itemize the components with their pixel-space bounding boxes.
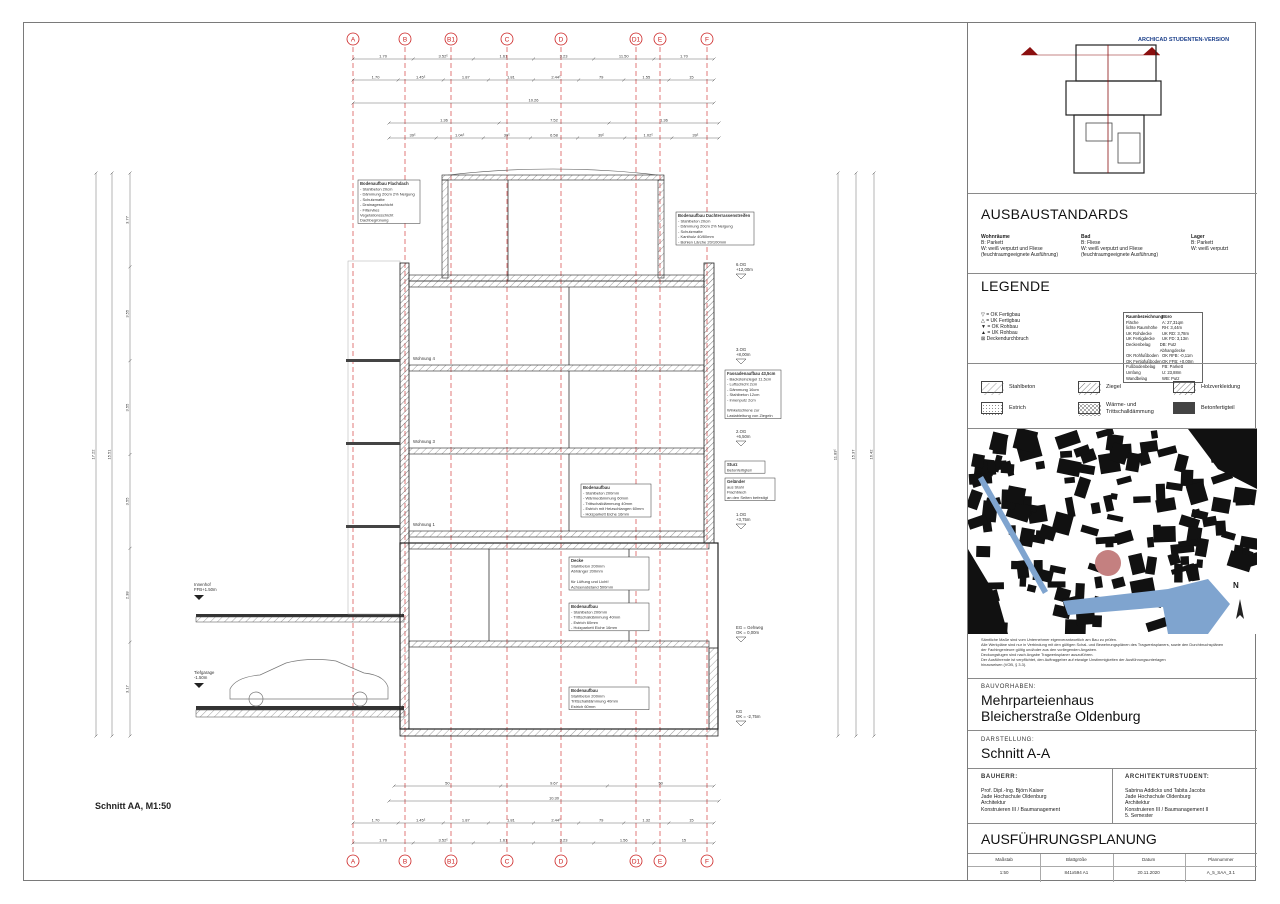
level-value: OK = 0,00m — [736, 630, 760, 635]
bauherr-line: Architektur — [981, 800, 1006, 807]
dim-text: 1.70 — [680, 53, 688, 59]
bauherr-line: Prof. Dipl.-Ing. Björn Kaiser — [981, 788, 1044, 794]
ausbau-col-lager — [1191, 234, 1228, 252]
material-betonfertigteil-swatch — [1173, 402, 1195, 414]
hatch-icon — [982, 383, 1004, 395]
materials-section — [968, 363, 1257, 428]
plan-table-head: Maßstab — [995, 857, 1013, 862]
dim-text: 3.55 — [124, 497, 130, 506]
room-stamp-cell: Umfang — [1126, 369, 1141, 375]
axis-label: D1 — [631, 858, 641, 866]
axis-label: A — [350, 858, 356, 866]
project-caption: BAUVORHABEN: — [981, 684, 1036, 690]
map-building-block — [1133, 496, 1151, 503]
note-line: - Kanthulz 40/80mm — [678, 234, 714, 240]
room-stamp-cell: UK RD: 3,78m — [1162, 330, 1189, 336]
dim-text: 79 — [598, 74, 604, 80]
plan-table-value: 20.11.2020 — [1137, 870, 1160, 875]
dim-text: 2.44⁵ — [551, 817, 561, 823]
level-label: 6.OG — [736, 262, 747, 267]
note-line: Dachbegrünung — [360, 217, 389, 223]
room-stamp-cell: Fläche — [1126, 319, 1139, 325]
legend-symbols — [981, 312, 1029, 342]
map-building-block — [1060, 451, 1072, 458]
note-line: - Bohlen Lärche 20/100mm — [678, 239, 727, 245]
legend-symbol-label: = OK Fertigbau — [986, 312, 1021, 318]
ausbau-line: B: Fliese — [1081, 240, 1101, 246]
room-stamp-row — [1126, 342, 1200, 353]
outdoor-level-value: FFB+1.50m — [194, 587, 217, 592]
site-marker-icon — [1095, 550, 1121, 576]
dim-text: 39⁵ — [692, 132, 699, 138]
dim-text: 39⁵ — [503, 132, 510, 138]
level-marker-icon — [736, 524, 746, 529]
student-line: Jade Hochschule Oldenburg — [1125, 794, 1191, 801]
triangle-filled-down-icon: ▼ — [981, 324, 986, 330]
room-stamp-cell: FB: Parkett — [1162, 364, 1183, 370]
ausbau-head: Wohnräume — [981, 234, 1010, 240]
dim-text: 50 — [445, 780, 450, 786]
map-building-block — [1035, 461, 1045, 470]
axis-label: A — [350, 36, 356, 44]
dim-text: 16.42 — [868, 449, 874, 460]
map-building-block — [1001, 464, 1015, 474]
room-stamp-cell: UK Rohdecke — [1126, 330, 1152, 336]
outdoor-level-label: Innenhof — [194, 582, 211, 587]
level-value: OK = -2,75m — [736, 714, 761, 719]
student-line: 5. Semester — [1125, 812, 1153, 819]
note-line: - Estrich 60mm — [571, 619, 598, 625]
note-line: - Backsteinziegel 11,5cm — [727, 376, 772, 382]
apartment-label: Wohnung 3 — [413, 439, 435, 444]
level-label: 1.OG — [736, 512, 747, 517]
ausbau-line: (feuchtraumgeeignete Ausführung) — [1081, 252, 1158, 258]
map-building-block — [976, 546, 990, 557]
map-building-block — [1181, 469, 1194, 486]
note-line: - Holzparkett Eiche 16mm — [571, 625, 618, 631]
level-value: +6,50m — [736, 434, 751, 439]
divider — [1112, 769, 1113, 824]
room-stamp-cell: WB: Putz — [1162, 375, 1180, 381]
note-line: - Dämmung 20cm 2% Neigung — [678, 223, 733, 229]
room-stamp-cell: Deckenbelag — [1126, 341, 1151, 347]
student-line: Architektur — [1125, 800, 1150, 807]
note-title: Geländer — [727, 479, 746, 484]
phase-title: AUSFÜHRUNGSPLANUNG — [981, 831, 1157, 847]
room-stamp-cell: U: 23,88m — [1162, 369, 1182, 375]
legend-symbol-label: Deckendurchbruch — [986, 336, 1029, 342]
dim-text: 3.52⁵ — [438, 53, 448, 59]
note-line: - Dämmung 16cm — [727, 386, 759, 392]
ausbau-line: W: weiß verputzt und Fliese — [1081, 246, 1143, 252]
triangle-filled-up-icon: ▲ — [981, 330, 986, 336]
dim-text: 50 — [658, 780, 663, 786]
level-marker-icon — [736, 721, 746, 726]
key-plan-icon — [968, 23, 1257, 193]
note-line: Winkelschiene zur — [727, 407, 760, 413]
note-line: aus Stahl — [727, 484, 744, 490]
plan-table-value: 841x594 A1 — [1064, 870, 1089, 875]
map-building-block — [1233, 487, 1257, 506]
map-building-block — [971, 453, 985, 468]
material-label: Wärme- und Trittschalldämmung — [1106, 402, 1154, 415]
drawing-caption: Schnitt AA, M1:50 — [95, 801, 172, 811]
dim-text: 6.58 — [550, 132, 558, 138]
dim-text: 1.87 — [461, 817, 470, 823]
room-stamp-cell: DB: Putz Abhangdecke — [1159, 341, 1186, 353]
plan-table-divider — [1185, 854, 1186, 882]
note-line: Stahlbeton 200mm — [571, 693, 605, 699]
map-building-block — [1147, 537, 1154, 548]
ausbau-col-bad — [1081, 234, 1158, 258]
people-section — [968, 768, 1257, 823]
axis-label: F — [705, 36, 709, 44]
ausbau-line: (feuchtraumgeeignete Ausführung) — [981, 252, 1058, 258]
bauherr-caption: BAUHERR: — [981, 774, 1018, 780]
note-title: Fassadenaufbau 43,5cm — [727, 371, 776, 376]
material-daemmung-swatch — [1078, 402, 1100, 414]
outdoor-level-label: Tiefgarage — [194, 670, 215, 675]
title-block — [967, 23, 1256, 881]
north-label: N — [1233, 581, 1239, 590]
room-stamp-cell: lichte Raumhöhe — [1126, 325, 1158, 331]
darstellung-section — [968, 730, 1257, 768]
key-plan-section — [968, 23, 1257, 193]
dim-text: 15 — [689, 74, 694, 80]
section-drawing — [24, 23, 966, 881]
level-label: EG = Gehweg — [736, 625, 764, 630]
note-line: - Stahlbeton 200mm — [571, 609, 608, 615]
dim-text: 79 — [598, 817, 604, 823]
dim-text: 39⁵ — [409, 132, 416, 138]
disclaimer-line: Der Ausführende ist verpflichtet, den Auftraggeber auf etwaige Unstimmigkeiten der Ausführungsunterlagen — [981, 657, 1166, 662]
ausbau-line: W: weiß verputzt und Fliese — [981, 246, 1043, 252]
dim-text: 1.45⁵ — [415, 817, 426, 823]
note-line: - Schutzmatte — [360, 196, 385, 202]
triangle-open-up-icon: △ — [981, 318, 985, 324]
hatch-icon — [982, 404, 1004, 416]
ausbau-section — [968, 193, 1257, 273]
room-stamp-cell: OK Fertigfußboden — [1126, 358, 1162, 364]
hatch-icon — [1079, 383, 1101, 395]
plan-table-head: Plannummer — [1208, 857, 1234, 862]
note-line: Achsenabstand 500mm — [571, 584, 614, 590]
darstellung-caption: DARSTELLUNG: — [981, 737, 1035, 743]
dim-text: 1.61 — [499, 53, 508, 59]
level-value: +12,00m — [736, 267, 753, 272]
project-section — [968, 678, 1257, 730]
dim-text: 15.51 — [106, 449, 112, 460]
ausbau-title: AUSBAUSTANDARDS — [981, 206, 1129, 222]
axis-label: C — [504, 36, 510, 44]
dim-text: 1.45⁵ — [415, 74, 426, 80]
dim-text: 1.61 — [499, 837, 508, 843]
note-line: - Estrich mit Heizschlangen 60mm — [583, 506, 644, 512]
darstellung-value: Schnitt A-A — [981, 745, 1051, 761]
axis-label: D1 — [631, 36, 641, 44]
legend-symbol-label: = UK Rohbau — [987, 330, 1018, 336]
dim-text: 15 — [681, 837, 687, 843]
level-value: +3,75m — [736, 517, 751, 522]
material-label: Betonfertigteil — [1201, 405, 1235, 411]
project-name: Mehrparteienhaus — [981, 692, 1094, 708]
room-stamp-cell: Wandbelag — [1126, 375, 1148, 381]
dim-text: 3.23 — [559, 837, 568, 843]
note-title: Decke — [571, 558, 584, 563]
axis-label: B1 — [447, 858, 455, 866]
disclaimer-section — [968, 633, 1257, 683]
dim-text: 1.36 — [660, 117, 668, 123]
note-line: - Holzparkett Eiche 16mm — [583, 511, 630, 517]
note-line: Flachblech — [727, 489, 747, 495]
dim-text: 15 — [689, 817, 694, 823]
plan-table-value: A_5_SAA_3.1 — [1206, 870, 1236, 875]
disclaimer-line: Deckungsfugen sind nach Angabe Tragwerksplaner auszuführen. — [981, 652, 1094, 657]
note-line: an den Seiten befestigt — [727, 494, 768, 500]
axis-label: E — [657, 858, 663, 866]
material-label: Estrich — [1009, 405, 1026, 411]
note-line: - Luftschicht 2cm — [727, 381, 758, 387]
dim-text: 1.32 — [642, 817, 651, 823]
material-label: Holzverkleidung — [1201, 384, 1241, 390]
axis-label: D — [558, 858, 564, 866]
dim-text: 2.38 — [124, 591, 130, 600]
room-stamp-cell: Büro — [1162, 314, 1172, 319]
material-holz-swatch — [1173, 381, 1195, 393]
axis-label: E — [657, 36, 663, 44]
dim-text: 1.55 — [642, 74, 651, 80]
dim-text: 9.67 — [550, 780, 558, 786]
dim-text: 1.70 — [371, 74, 380, 80]
ausbau-line: B: Parkett — [981, 240, 1003, 246]
site-map — [968, 429, 1257, 634]
axis-label: B1 — [447, 36, 455, 44]
level-label: 3.OG — [736, 347, 747, 352]
note-line: - Drainagesschicht — [360, 202, 394, 208]
student-version-label: ARCHICAD STUDENTEN-VERSION — [1138, 37, 1230, 43]
ausbau-line: B: Parkett — [1191, 240, 1213, 246]
dim-text: 1.02⁵ — [643, 132, 654, 138]
material-ziegel-swatch — [1078, 381, 1100, 393]
student-lines — [1125, 788, 1208, 819]
hatch-icon — [1174, 383, 1196, 395]
dim-text: 1.70 — [371, 817, 380, 823]
dim-text: 3.17 — [124, 685, 130, 693]
note-line: Trittschalldämmung 40mm — [571, 698, 618, 704]
dim-text: 39⁵ — [598, 132, 605, 138]
note-line: Estrich 60mm — [571, 703, 596, 709]
axis-label: F — [705, 858, 709, 866]
bauherr-line: Konstruieren III / Baumanagement — [981, 806, 1061, 813]
note-line: - Filtervlies — [360, 207, 380, 213]
dim-text: 1.70 — [379, 837, 387, 843]
disclaimer-line: der Fachingenieure gültig und/oder aus den vorliegenden Angaben. — [981, 647, 1098, 652]
note-title: Bodenaufbau — [583, 485, 610, 490]
axis-label: C — [504, 858, 510, 866]
apartment-label: Wohnung 1 — [413, 522, 435, 527]
ausbau-head: Bad — [1081, 234, 1091, 240]
plan-table-divider — [1040, 854, 1041, 882]
level-label: 2.OG — [736, 429, 747, 434]
map-building-block — [1091, 502, 1101, 514]
map-building-block — [1064, 477, 1075, 484]
student-line: Konstruieren III / Baumanagement II — [1125, 806, 1209, 813]
map-building-block — [1174, 564, 1182, 583]
disclaimer-line: Alle Werkpläne sind nur in Verbindung mit den gültigen Schal- und Bewehrungsplänen des Tragwerksplaners, sowie den Durchbruchsplänen — [981, 642, 1224, 647]
room-stamp-cell: RH: 3,44m — [1162, 325, 1183, 331]
map-building-block — [1006, 485, 1026, 504]
dim-text: 2.44⁵ — [551, 74, 561, 80]
level-label: KG — [736, 709, 743, 714]
phase-section — [968, 823, 1257, 853]
note-title: Bodenaufbau — [571, 688, 598, 693]
opening-cross-icon: ⊠ — [981, 336, 986, 342]
note-line: Betonfertigteil — [727, 467, 752, 473]
material-stahlbeton-swatch — [981, 381, 1003, 393]
dim-text: 10.26 — [528, 97, 539, 103]
legende-title: LEGENDE — [981, 278, 1051, 294]
disclaimer-line: hinzuweisen (VOB, § 3.3). — [981, 662, 1027, 667]
plan-table-value: 1:50 — [999, 870, 1009, 875]
note-line: - Dämmung 20cm 2% Neigung — [360, 191, 415, 197]
dim-text: 3.77 — [124, 216, 130, 224]
axis-label: B — [402, 858, 408, 866]
note-title: Bodenaufbau Flachdach — [360, 181, 409, 186]
ausbau-line: W: weiß verputzt — [1191, 246, 1229, 252]
note-line: - Stahlbeton 12cm — [727, 392, 760, 398]
dim-text: 15.37 — [850, 449, 856, 460]
dim-text: 1.81 — [507, 74, 515, 80]
bauherr-line: Jade Hochschule Oldenburg — [981, 794, 1047, 801]
room-stamp-cell: Fußbodenbelag — [1126, 364, 1156, 370]
note-line: - Stahlbeton 200mm — [583, 490, 620, 496]
disclaimer-line: Sämtliche Maße sind vom Unternehmer eigenverantwortlich am Bau zu prüfen. — [981, 637, 1118, 642]
dim-text: 3.23 — [559, 53, 568, 59]
plan-table-divider — [1113, 854, 1114, 882]
material-label: Ziegel — [1106, 384, 1121, 390]
room-stamp-cell: OK FFB: +0,00m — [1162, 358, 1194, 364]
legende-section — [968, 273, 1257, 381]
dim-text: 3.52⁵ — [438, 837, 448, 843]
note-line: Abhänger 200mm — [571, 568, 603, 574]
note-line: - Stahlbeton 20cm — [678, 218, 711, 224]
plan-table — [968, 853, 1257, 881]
dim-text: 1.87 — [461, 74, 470, 80]
note-title: Sturz — [727, 462, 738, 467]
map-building-block — [1019, 576, 1026, 587]
dim-text: 17.22 — [90, 449, 96, 460]
dim-text: 3.55 — [124, 403, 130, 412]
dim-text: 1.36 — [440, 117, 448, 123]
room-stamp-cell: UK Fertigdecke — [1126, 336, 1155, 342]
project-location: Bleicherstraße Oldenburg — [981, 708, 1141, 724]
level-marker-icon — [736, 441, 746, 446]
dim-text: 7.52 — [550, 117, 558, 123]
note-line: - Schutzmatte — [678, 228, 703, 234]
dim-text: 11.83⁵ — [832, 448, 838, 461]
level-marker-icon — [736, 637, 746, 642]
apartment-label: Wohnung 4 — [413, 356, 435, 361]
dim-text: 1.81 — [507, 817, 515, 823]
map-building-block — [1151, 430, 1158, 439]
legend-symbol-row — [981, 336, 1029, 342]
site-map-section — [968, 428, 1257, 633]
note-title: Bodenaufbau — [571, 604, 598, 609]
room-stamp-cell: OK RFB: -0,11m — [1162, 353, 1193, 359]
dim-text: 10.30 — [548, 795, 560, 801]
student-caption: ARCHITEKTURSTUDENT: — [1125, 774, 1210, 780]
note-line: - Trittschalldämmung 40mm — [571, 614, 621, 620]
material-estrich-swatch — [981, 402, 1003, 414]
room-stamp-cell: Raumbezeichnung — [1126, 314, 1164, 319]
note-line: Vegetationsschicht — [360, 212, 394, 218]
note-line: - Stahlbeton 20cm — [360, 186, 393, 192]
dim-text: 11.50 — [618, 53, 629, 59]
outdoor-level-value: -1.50m — [194, 675, 208, 680]
plan-table-head: Datum — [1141, 857, 1156, 862]
note-line: - Wärmedämmung 60mm — [583, 495, 629, 501]
note-line: Stahlbeton 200mm — [571, 563, 605, 569]
level-marker-icon — [194, 595, 204, 600]
hatch-icon — [1079, 404, 1101, 416]
legend-symbol-label: = UK Fertigbau — [986, 318, 1021, 324]
note-line: für Lüftung und Licht! — [571, 579, 609, 585]
ausbau-col-wohn — [981, 234, 1058, 258]
note-line: - Trittschalldämmung 40mm — [583, 500, 633, 506]
map-building-block — [1153, 525, 1161, 530]
dim-text: 1.56 — [619, 837, 628, 843]
plan-table-divider — [968, 866, 1257, 867]
material-label: Stahlbeton — [1009, 384, 1036, 390]
dim-text: 1.70 — [379, 53, 387, 59]
note-title: Bodenaufbau Dachterrassenstreifen — [678, 213, 751, 218]
axis-label: D — [558, 36, 564, 44]
note-line: - Innenputz 2cm — [727, 397, 756, 403]
room-stamp-cell: UK FD: 3,13m — [1162, 336, 1189, 342]
axis-label: B — [402, 36, 408, 44]
bauherr-lines — [981, 788, 1060, 813]
disclaimer-text — [981, 637, 1251, 667]
ausbau-head: Lager — [1191, 234, 1205, 240]
note-line: Lastableitung von Ziegeln — [727, 412, 773, 418]
map-building-block — [1180, 556, 1189, 565]
level-marker-icon — [194, 683, 204, 688]
dim-text: 3.55 — [124, 309, 130, 318]
room-stamp-cell: A: 27,31qm — [1162, 319, 1184, 325]
legend-symbol-label: = OK Rohbau — [987, 324, 1018, 330]
dim-text: 1.04⁵ — [454, 132, 465, 138]
level-value: +8,00m — [736, 352, 751, 357]
level-marker-icon — [736, 359, 746, 364]
level-marker-icon — [736, 274, 746, 279]
student-line: Sabrina Addicks und Tabita Jacobs — [1125, 788, 1206, 794]
room-stamp-cell: OK Rohfußboden — [1126, 353, 1159, 359]
triangle-open-down-icon: ▽ — [981, 312, 985, 318]
plan-table-head: Blattgröße — [1065, 857, 1087, 862]
